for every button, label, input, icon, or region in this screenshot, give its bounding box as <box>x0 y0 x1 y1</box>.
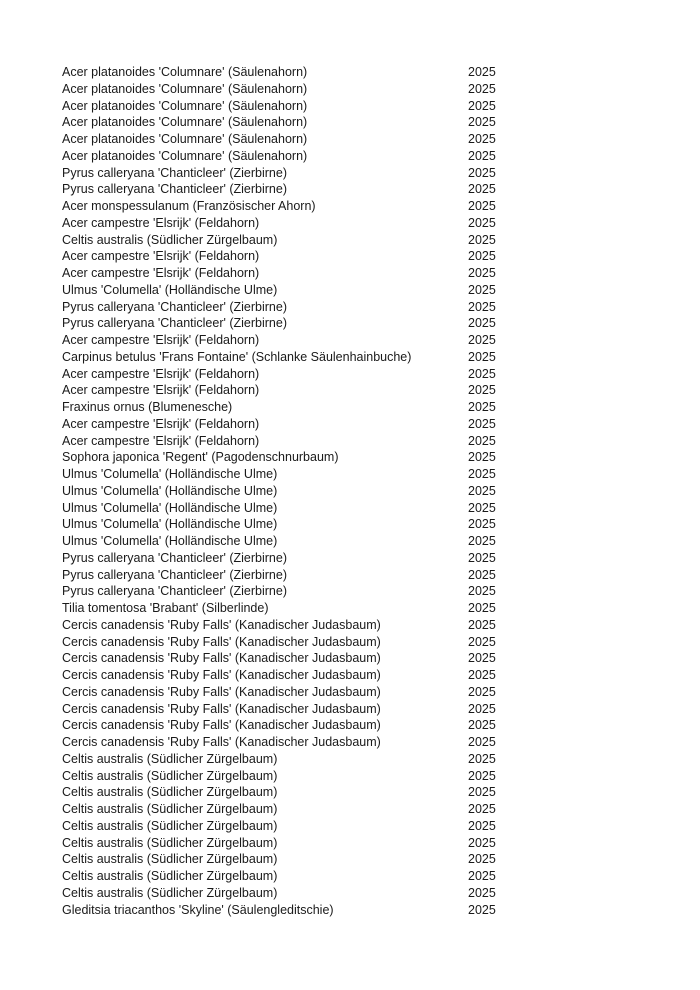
tree-name: Ulmus 'Columella' (Holländische Ulme) <box>62 282 278 297</box>
list-item <box>62 667 700 684</box>
tree-name: Acer platanoides 'Columnare' (Säulenahorn) <box>62 132 308 146</box>
tree-name: Celtis australis (Südlicher Zürgelbaum) <box>62 885 278 900</box>
tree-name: Celtis australis (Südlicher Zürgelbaum) <box>62 818 278 833</box>
list-item <box>62 349 700 366</box>
tree-name: Acer platanoides 'Columnare' (Säulenahorn) <box>62 148 308 163</box>
tree-name: Celtis australis (Südlicher Zürgelbaum) <box>62 232 278 247</box>
list-item <box>62 366 700 383</box>
list-item <box>62 567 700 584</box>
planting-year: 2025 <box>468 299 496 314</box>
list-item <box>62 64 700 81</box>
planting-year: 2025 <box>468 282 496 297</box>
tree-name: Celtis australis (Südlicher Zürgelbaum) <box>62 768 278 783</box>
list-item <box>62 198 700 215</box>
planting-year: 2025 <box>468 785 496 800</box>
tree-name: Acer campestre 'Elsrijk' (Feldahorn) <box>62 383 260 398</box>
list-item <box>62 550 700 567</box>
list-item <box>62 533 700 550</box>
tree-name: Pyrus calleryana 'Chanticleer' (Zierbirne) <box>62 182 287 197</box>
planting-year: 2025 <box>468 534 496 548</box>
planting-year: 2025 <box>468 349 496 364</box>
list-item <box>62 701 700 718</box>
list-item <box>62 868 700 885</box>
tree-name: Celtis australis (Südlicher Zürgelbaum) <box>62 802 278 816</box>
tree-name: Carpinus betulus 'Frans Fontaine' (Schlanke Säulenhainbuche) <box>62 349 412 364</box>
tree-name: Cercis canadensis 'Ruby Falls' (Kanadischer Judasbaum) <box>62 634 381 649</box>
list-item <box>62 98 700 115</box>
list-item <box>62 165 700 182</box>
list-item <box>62 885 700 902</box>
planting-year: 2025 <box>468 869 496 883</box>
tree-name: Cercis canadensis 'Ruby Falls' (Kanadischer Judasbaum) <box>62 651 381 666</box>
list-item <box>62 768 700 785</box>
tree-list <box>62 64 700 918</box>
tree-name: Cercis canadensis 'Ruby Falls' (Kanadischer Judasbaum) <box>62 718 381 733</box>
list-item <box>62 835 700 852</box>
list-item <box>62 114 700 131</box>
list-item <box>62 81 700 98</box>
planting-year: 2025 <box>468 818 496 833</box>
planting-year: 2025 <box>468 467 496 481</box>
tree-name: Cercis canadensis 'Ruby Falls' (Kanadischer Judasbaum) <box>62 735 381 749</box>
planting-year: 2025 <box>468 701 496 716</box>
list-item <box>62 784 700 801</box>
list-item <box>62 734 700 751</box>
planting-year: 2025 <box>468 483 496 498</box>
list-item <box>62 801 700 818</box>
list-item <box>62 315 700 332</box>
list-item <box>62 332 700 349</box>
tree-name: Cercis canadensis 'Ruby Falls' (Kanadischer Judasbaum) <box>62 701 381 716</box>
list-item <box>62 382 700 399</box>
planting-year: 2025 <box>468 182 496 197</box>
planting-year: 2025 <box>468 450 496 465</box>
planting-year: 2025 <box>468 584 496 599</box>
list-item <box>62 265 700 282</box>
planting-year: 2025 <box>468 634 496 649</box>
tree-name: Acer monspessulanum (Französischer Ahorn) <box>62 199 316 213</box>
list-item <box>62 500 700 517</box>
tree-name: Tilia tomentosa 'Brabant' (Silberlinde) <box>62 601 269 615</box>
planting-year: 2025 <box>468 416 496 431</box>
tree-name: Ulmus 'Columella' (Holländische Ulme) <box>62 534 278 548</box>
tree-name: Acer campestre 'Elsrijk' (Feldahorn) <box>62 249 260 264</box>
planting-year: 2025 <box>468 132 496 146</box>
tree-name: Ulmus 'Columella' (Holländische Ulme) <box>62 500 278 515</box>
planting-year: 2025 <box>468 735 496 749</box>
list-item <box>62 232 700 249</box>
planting-year: 2025 <box>468 684 496 699</box>
tree-name: Acer campestre 'Elsrijk' (Feldahorn) <box>62 366 260 381</box>
planting-year: 2025 <box>468 668 496 682</box>
planting-year: 2025 <box>468 366 496 381</box>
planting-year: 2025 <box>468 601 496 615</box>
planting-year: 2025 <box>468 148 496 163</box>
planting-year: 2025 <box>468 751 496 766</box>
planting-year: 2025 <box>468 333 496 347</box>
planting-year: 2025 <box>468 232 496 247</box>
tree-name: Acer platanoides 'Columnare' (Säulenahorn) <box>62 65 308 79</box>
planting-year: 2025 <box>468 852 496 867</box>
tree-name: Pyrus calleryana 'Chanticleer' (Zierbirne) <box>62 316 287 331</box>
list-item <box>62 483 700 500</box>
planting-year: 2025 <box>468 65 496 79</box>
list-item <box>62 416 700 433</box>
planting-year: 2025 <box>468 383 496 398</box>
list-item <box>62 851 700 868</box>
tree-name: Cercis canadensis 'Ruby Falls' (Kanadischer Judasbaum) <box>62 668 381 682</box>
tree-name: Acer campestre 'Elsrijk' (Feldahorn) <box>62 416 260 431</box>
tree-name: Pyrus calleryana 'Chanticleer' (Zierbirne) <box>62 567 287 582</box>
tree-name: Acer campestre 'Elsrijk' (Feldahorn) <box>62 266 260 280</box>
planting-year: 2025 <box>468 500 496 515</box>
planting-year: 2025 <box>468 249 496 264</box>
tree-name: Ulmus 'Columella' (Holländische Ulme) <box>62 517 278 532</box>
tree-name: Celtis australis (Südlicher Zürgelbaum) <box>62 852 278 867</box>
planting-year: 2025 <box>468 885 496 900</box>
tree-name: Gleditsia triacanthos 'Skyline' (Säulengleditschie) <box>62 902 334 917</box>
list-item <box>62 818 700 835</box>
list-item <box>62 617 700 634</box>
planting-year: 2025 <box>468 316 496 331</box>
list-item <box>62 516 700 533</box>
tree-name: Acer platanoides 'Columnare' (Säulenahorn) <box>62 81 308 96</box>
tree-name: Pyrus calleryana 'Chanticleer' (Zierbirne) <box>62 165 287 180</box>
planting-year: 2025 <box>468 517 496 532</box>
list-item <box>62 902 700 919</box>
planting-year: 2025 <box>468 98 496 113</box>
tree-name: Acer platanoides 'Columnare' (Säulenahorn) <box>62 115 308 130</box>
tree-name: Celtis australis (Südlicher Zürgelbaum) <box>62 785 278 800</box>
tree-name: Celtis australis (Südlicher Zürgelbaum) <box>62 869 278 883</box>
tree-name: Pyrus calleryana 'Chanticleer' (Zierbirne) <box>62 550 287 565</box>
list-item <box>62 583 700 600</box>
list-item <box>62 600 700 617</box>
planting-year: 2025 <box>468 718 496 733</box>
planting-year: 2025 <box>468 567 496 582</box>
list-item <box>62 684 700 701</box>
planting-year: 2025 <box>468 199 496 213</box>
tree-name: Ulmus 'Columella' (Holländische Ulme) <box>62 467 278 481</box>
planting-year: 2025 <box>468 81 496 96</box>
list-item <box>62 650 700 667</box>
list-item <box>62 282 700 299</box>
planting-year: 2025 <box>468 651 496 666</box>
tree-name: Acer platanoides 'Columnare' (Säulenahorn) <box>62 98 308 113</box>
planting-year: 2025 <box>468 433 496 448</box>
list-item <box>62 148 700 165</box>
tree-name: Cercis canadensis 'Ruby Falls' (Kanadischer Judasbaum) <box>62 684 381 699</box>
tree-name: Pyrus calleryana 'Chanticleer' (Zierbirne) <box>62 299 287 314</box>
tree-name: Acer campestre 'Elsrijk' (Feldahorn) <box>62 215 260 230</box>
planting-year: 2025 <box>468 115 496 130</box>
tree-name: Celtis australis (Südlicher Zürgelbaum) <box>62 751 278 766</box>
tree-name: Ulmus 'Columella' (Holländische Ulme) <box>62 483 278 498</box>
tree-name: Cercis canadensis 'Ruby Falls' (Kanadischer Judasbaum) <box>62 617 381 632</box>
list-item <box>62 466 700 483</box>
list-item <box>62 399 700 416</box>
tree-name: Fraxinus ornus (Blumenesche) <box>62 400 233 414</box>
list-item <box>62 248 700 265</box>
planting-year: 2025 <box>468 266 496 280</box>
planting-year: 2025 <box>468 165 496 180</box>
planting-year: 2025 <box>468 400 496 414</box>
planting-year: 2025 <box>468 902 496 917</box>
planting-year: 2025 <box>468 802 496 816</box>
list-item <box>62 433 700 450</box>
list-item <box>62 131 700 148</box>
planting-year: 2025 <box>468 768 496 783</box>
planting-year: 2025 <box>468 215 496 230</box>
planting-year: 2025 <box>468 550 496 565</box>
list-item <box>62 751 700 768</box>
list-item <box>62 181 700 198</box>
planting-year: 2025 <box>468 835 496 850</box>
list-item <box>62 215 700 232</box>
list-item <box>62 634 700 651</box>
list-item <box>62 299 700 316</box>
planting-year: 2025 <box>468 617 496 632</box>
tree-name: Celtis australis (Südlicher Zürgelbaum) <box>62 835 278 850</box>
tree-name: Acer campestre 'Elsrijk' (Feldahorn) <box>62 333 260 347</box>
tree-name: Sophora japonica 'Regent' (Pagodenschnurbaum) <box>62 450 339 465</box>
tree-name: Acer campestre 'Elsrijk' (Feldahorn) <box>62 433 260 448</box>
list-item <box>62 449 700 466</box>
tree-name: Pyrus calleryana 'Chanticleer' (Zierbirne) <box>62 584 287 599</box>
list-item <box>62 717 700 734</box>
